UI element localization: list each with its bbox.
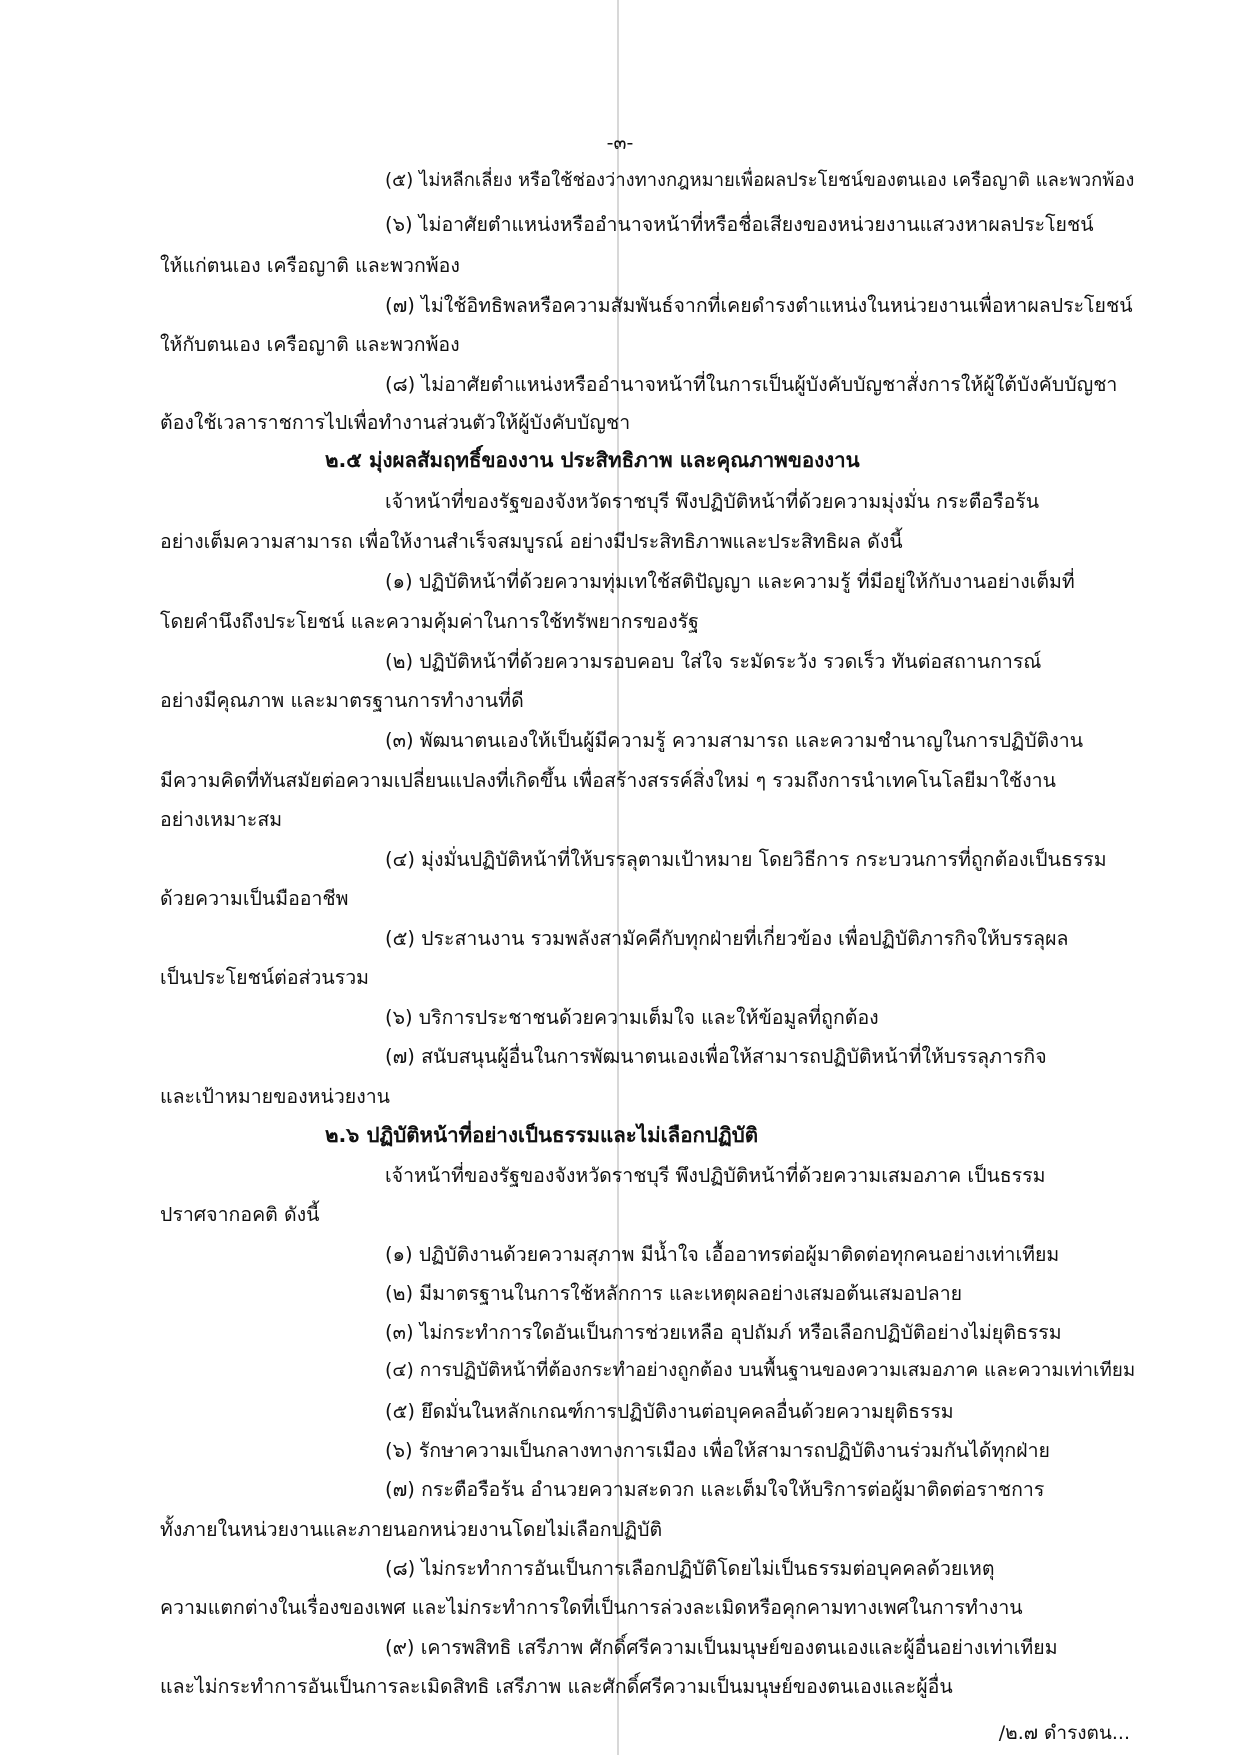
text-line: และเป้าหมายของหน่วยงาน <box>160 1085 390 1108</box>
text-line: (๒) ปฏิบัติหน้าที่ด้วยความรอบคอบ ใส่ใจ ระมัดระวัง รวดเร็ว ทันต่อสถานการณ์ <box>385 650 1042 673</box>
text-line: เจ้าหน้าที่ของรัฐของจังหวัดราชบุรี พึงปฏิบัติหน้าที่ด้วยความมุ่งมั่น กระตือรือร้น <box>385 490 1040 513</box>
text-line: (๓) พัฒนาตนเองให้เป็นผู้มีความรู้ ความสามารถ และความชำนาญในการปฏิบัติงาน <box>385 729 1084 752</box>
text-line: (๖) รักษาความเป็นกลางทางการเมือง เพื่อให้สามารถปฏิบัติงานร่วมกันได้ทุกฝ่าย <box>385 1439 1050 1462</box>
text-line: (๗) สนับสนุนผู้อื่นในการพัฒนาตนเองเพื่อให้สามารถปฏิบัติหน้าที่ให้บรรลุภารกิจ <box>385 1045 1047 1068</box>
text-line: (๘) ไม่กระทำการอันเป็นการเลือกปฏิบัติโดยไม่เป็นธรรมต่อบุคคลด้วยเหตุ <box>385 1557 995 1580</box>
text-line: อย่างมีคุณภาพ และมาตรฐานการทำงานที่ดี <box>160 689 524 712</box>
text-line: ปราศจากอคติ ดังนี้ <box>160 1203 320 1226</box>
text-line: อย่างเหมาะสม <box>160 808 283 831</box>
text-line: (๗) กระตือรือร้น อำนวยความสะดวก และเต็มใจให้บริการต่อผู้มาติดต่อราชการ <box>385 1478 1045 1501</box>
section-heading: ๒.๖ ปฏิบัติหน้าที่อย่างเป็นธรรมและไม่เลือกปฏิบัติ <box>325 1123 759 1147</box>
text-line: ต้องใช้เวลาราชการไปเพื่อทำงานส่วนตัวให้ผู้บังคับบัญชา <box>160 411 631 434</box>
text-line: ด้วยความเป็นมืออาชีพ <box>160 887 349 910</box>
section-heading: ๒.๕ มุ่งผลสัมฤทธิ์ของงาน ประสิทธิภาพ และคุณภาพของงาน <box>325 448 860 472</box>
text-line: (๖) บริการประชาชนด้วยความเต็มใจ และให้ข้อมูลที่ถูกต้อง <box>385 1006 879 1029</box>
text-line: (๙) เคารพสิทธิ เสรีภาพ ศักดิ์ศรีความเป็นมนุษย์ของตนเองและผู้อื่นอย่างเท่าเทียม <box>385 1636 1058 1659</box>
text-line: (๓) ไม่กระทำการใดอันเป็นการช่วยเหลือ อุปถัมภ์ หรือเลือกปฏิบัติอย่างไม่ยุติธรรม <box>385 1321 1062 1344</box>
text-line: เป็นประโยชน์ต่อส่วนรวม <box>160 966 369 989</box>
text-line: อย่างเต็มความสามารถ เพื่อให้งานสำเร็จสมบูรณ์ อย่างมีประสิทธิภาพและประสิทธิผล ดังนี้ <box>160 530 903 553</box>
text-line: มีความคิดที่ทันสมัยต่อความเปลี่ยนแปลงที่เกิดขึ้น เพื่อสร้างสรรค์สิ่งใหม่ ๆ รวมถึงการนำเทคโนโลยีมาใช้งาน <box>160 769 1056 792</box>
text-line: (๖) ไม่อาศัยตำแหน่งหรืออำนาจหน้าที่หรือชื่อเสียงของหน่วยงานแสวงหาผลประโยชน์ <box>385 213 1094 236</box>
text-line: (๕) ยึดมั่นในหลักเกณฑ์การปฏิบัติงานต่อบุคคลอื่นด้วยความยุติธรรม <box>385 1400 954 1423</box>
text-line: เจ้าหน้าที่ของรัฐของจังหวัดราชบุรี พึงปฏิบัติหน้าที่ด้วยความเสมอภาค เป็นธรรม <box>385 1164 1046 1187</box>
text-line: (๒) มีมาตรฐานในการใช้หลักการ และเหตุผลอย่างเสมอต้นเสมอปลาย <box>385 1282 963 1305</box>
text-line: (๘) ไม่อาศัยตำแหน่งหรืออำนาจหน้าที่ในการเป็นผู้บังคับบัญชาสั่งการให้ผู้ใต้บังคับบัญชา <box>385 373 1118 396</box>
text-line: (๗) ไม่ใช้อิทธิพลหรือความสัมพันธ์จากที่เคยดำรงตำแหน่งในหน่วยงานเพื่อหาผลประโยชน์ <box>385 294 1133 317</box>
text-line: ทั้งภายในหน่วยงานและภายนอกหน่วยงานโดยไม่เลือกปฏิบัติ <box>160 1518 663 1541</box>
text-line: โดยคำนึงถึงประโยชน์ และความคุ้มค่าในการใช้ทรัพยากรของรัฐ <box>160 610 699 633</box>
text-line: ให้แก่ตนเอง เครือญาติ และพวกพ้อง <box>160 254 460 277</box>
text-line: และไม่กระทำการอันเป็นการละเมิดสิทธิ เสรีภาพ และศักดิ์ศรีความเป็นมนุษย์ของตนเองและผู้อื่น <box>160 1675 953 1698</box>
text-line: ให้กับตนเอง เครือญาติ และพวกพ้อง <box>160 333 460 356</box>
text-line: (๕) ไม่หลีกเลี่ยง หรือใช้ช่องว่างทางกฎหมายเพื่อผลประโยชน์ของตนเอง เครือญาติ และพวกพ้อง <box>385 170 1135 191</box>
continuation-footer: /๒.๗ ดำรงตน... <box>998 1722 1130 1744</box>
text-line: (๔) การปฏิบัติหน้าที่ต้องกระทำอย่างถูกต้อง บนพื้นฐานของความเสมอภาค และความเท่าเทียม <box>385 1360 1136 1381</box>
text-line: (๑) ปฏิบัติหน้าที่ด้วยความทุ่มเทใช้สติปัญญา และความรู้ ที่มีอยู่ให้กับงานอย่างเต็มที่ <box>385 570 1075 593</box>
page-number: -๓- <box>606 132 634 154</box>
text-line: ความแตกต่างในเรื่องของเพศ และไม่กระทำการใดที่เป็นการล่วงละเมิดหรือคุกคามทางเพศในการทำงาน <box>160 1596 1023 1619</box>
text-line: (๕) ประสานงาน รวมพลังสามัคคีกับทุกฝ่ายที่เกี่ยวข้อง เพื่อปฏิบัติภารกิจให้บรรลุผล <box>385 927 1069 950</box>
text-line: (๔) มุ่งมั่นปฏิบัติหน้าที่ให้บรรลุตามเป้าหมาย โดยวิธีการ กระบวนการที่ถูกต้องเป็นธรรม <box>385 848 1107 871</box>
text-line: (๑) ปฏิบัติงานด้วยความสุภาพ มีน้ำใจ เอื้ออาทรต่อผู้มาติดต่อทุกคนอย่างเท่าเทียม <box>385 1243 1060 1266</box>
